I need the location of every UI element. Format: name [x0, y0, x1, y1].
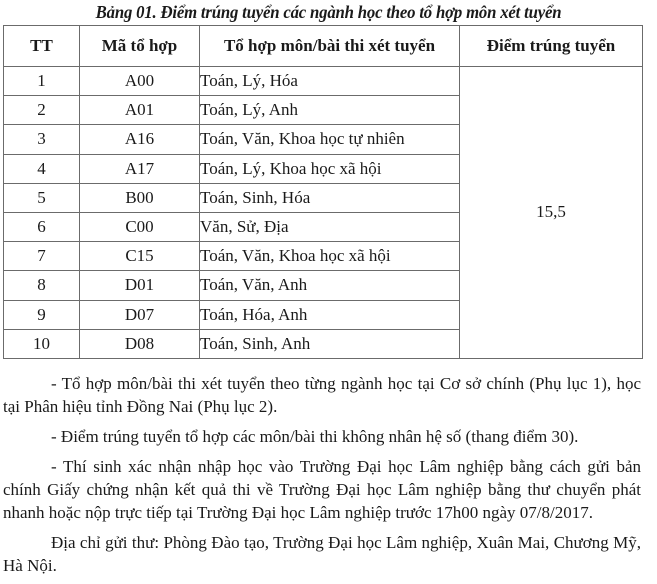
- cell-subjects: Toán, Lý, Anh: [200, 96, 460, 125]
- cell-tt: 2: [4, 96, 80, 125]
- header-tt: TT: [4, 26, 80, 67]
- cell-code: A17: [80, 154, 200, 183]
- cell-subjects: Toán, Văn, Anh: [200, 271, 460, 300]
- cell-score-merged: 15,5: [460, 67, 643, 359]
- cell-tt: 10: [4, 329, 80, 358]
- header-subjects: Tổ hợp môn/bài thi xét tuyển: [200, 26, 460, 67]
- cell-tt: 5: [4, 183, 80, 212]
- cell-subjects: Toán, Lý, Hóa: [200, 67, 460, 96]
- cell-subjects: Văn, Sử, Địa: [200, 212, 460, 241]
- table-row: [4, 67, 643, 96]
- cell-tt: 6: [4, 212, 80, 241]
- cell-subjects: Toán, Sinh, Anh: [200, 329, 460, 358]
- cell-tt: 1: [4, 67, 80, 96]
- table-header-row: [4, 26, 643, 67]
- cell-subjects: Toán, Văn, Khoa học tự nhiên: [200, 125, 460, 154]
- cell-code: D01: [80, 271, 200, 300]
- cell-tt: 4: [4, 154, 80, 183]
- notes-section: [3, 372, 641, 584]
- header-code: Mã tổ hợp: [80, 26, 200, 67]
- cell-code: C15: [80, 242, 200, 271]
- cell-code: D08: [80, 329, 200, 358]
- admission-scores-table: [3, 25, 643, 359]
- cell-tt: 9: [4, 300, 80, 329]
- header-score: Điểm trúng tuyển: [460, 26, 643, 67]
- cell-subjects: Toán, Văn, Khoa học xã hội: [200, 242, 460, 271]
- cell-code: A01: [80, 96, 200, 125]
- cell-code: A00: [80, 67, 200, 96]
- cell-tt: 8: [4, 271, 80, 300]
- cell-code: D07: [80, 300, 200, 329]
- cell-tt: 3: [4, 125, 80, 154]
- note-mailing-address: Địa chỉ gửi thư: Phòng Đào tạo, Trường Đại học Lâm nghiệp, Xuân Mai, Chương Mỹ, Hà Nội.: [3, 533, 641, 575]
- cell-subjects: Toán, Hóa, Anh: [200, 300, 460, 329]
- note-scoring-scale: - Điểm trúng tuyển tổ hợp các môn/bài thi không nhân hệ số (thang điểm 30).: [51, 427, 579, 446]
- cell-code: B00: [80, 183, 200, 212]
- cell-subjects: Toán, Sinh, Hóa: [200, 183, 460, 212]
- table-caption: Bảng 01. Điểm trúng tuyển các ngành học theo tổ hợp môn xét tuyển: [95, 2, 562, 22]
- cell-tt: 7: [4, 242, 80, 271]
- cell-subjects: Toán, Lý, Khoa học xã hội: [200, 154, 460, 183]
- cell-code: A16: [80, 125, 200, 154]
- cell-code: C00: [80, 212, 200, 241]
- note-enrollment-confirmation: - Thí sinh xác nhận nhập học vào Trường Đại học Lâm nghiệp bằng cách gửi bản chính Giấy chứng nhận kết quả thi về Trường Đại học Lâm nghiệp bằng thư chuyển phát nhanh hoặc nộp trực tiếp tại Trường Đại học Lâm nghiệp trước 17h00 ngày 07/8/2017.: [3, 457, 641, 522]
- note-combinations: - Tổ hợp môn/bài thi xét tuyển theo từng ngành học tại Cơ sở chính (Phụ lục 1), học tại Phân hiệu tỉnh Đồng Nai (Phụ lục 2).: [3, 374, 641, 416]
